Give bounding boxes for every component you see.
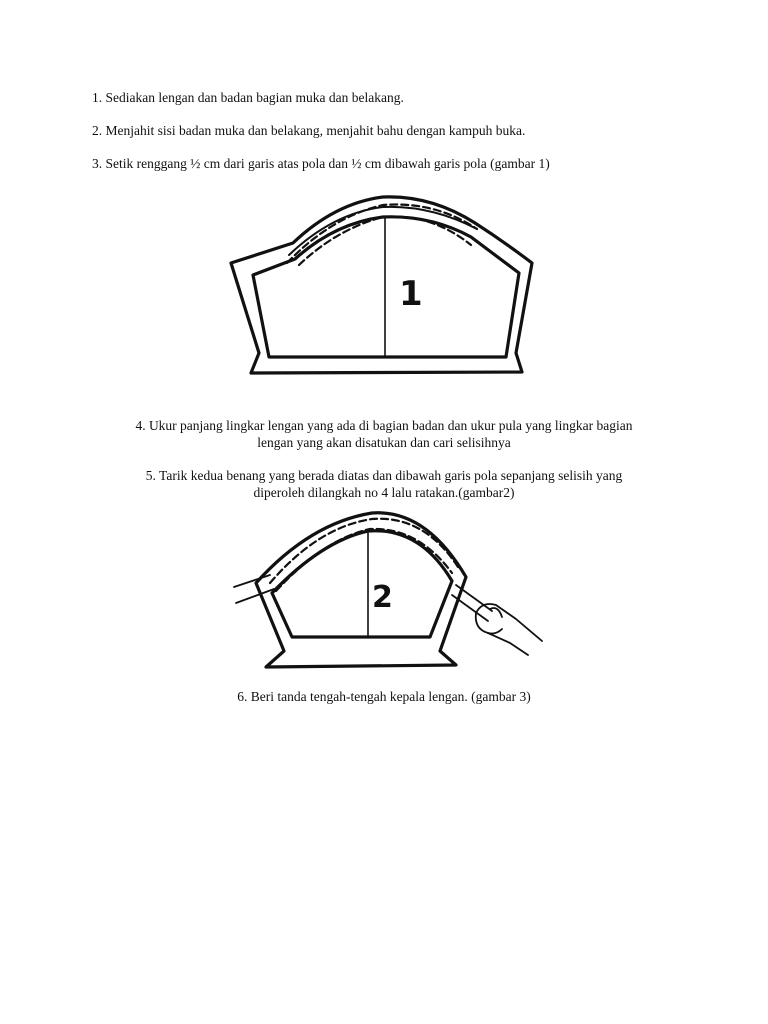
- step-3-text: 3. Setik renggang ½ cm dari garis atas pola dan ½ cm dibawah garis pola (gambar 1): [92, 156, 550, 171]
- step-1-text: 1. Sediakan lengan dan badan bagian muka dan belakang.: [92, 90, 404, 105]
- figure-2-number: 2: [372, 580, 393, 615]
- step-4-text-line2: lengan yang akan disatukan dan cari selisihnya: [257, 435, 511, 450]
- figure-2-gathering: [230, 505, 545, 675]
- step-6-text: 6. Beri tanda tengah-tengah kepala lengan. (gambar 3): [237, 689, 531, 704]
- figure-1-number: 1: [399, 274, 423, 314]
- figure-2-drawing: [230, 505, 545, 675]
- figure-1-drawing: [225, 185, 540, 385]
- step-2-text: 2. Menjahit sisi badan muka dan belakang, menjahit bahu dengan kampuh buka.: [92, 123, 526, 138]
- figure-1-sleeve-pattern: [225, 185, 540, 385]
- step-4-text-line1: 4. Ukur panjang lingkar lengan yang ada di bagian badan dan ukur pula yang lingkar bagian: [135, 418, 633, 433]
- step-5-text-line1: 5. Tarik kedua benang yang berada diatas dan dibawah garis pola sepanjang selisih yang: [145, 468, 623, 483]
- step-5-text-line2: diperoleh dilangkah no 4 lalu ratakan.(gambar2): [253, 485, 515, 500]
